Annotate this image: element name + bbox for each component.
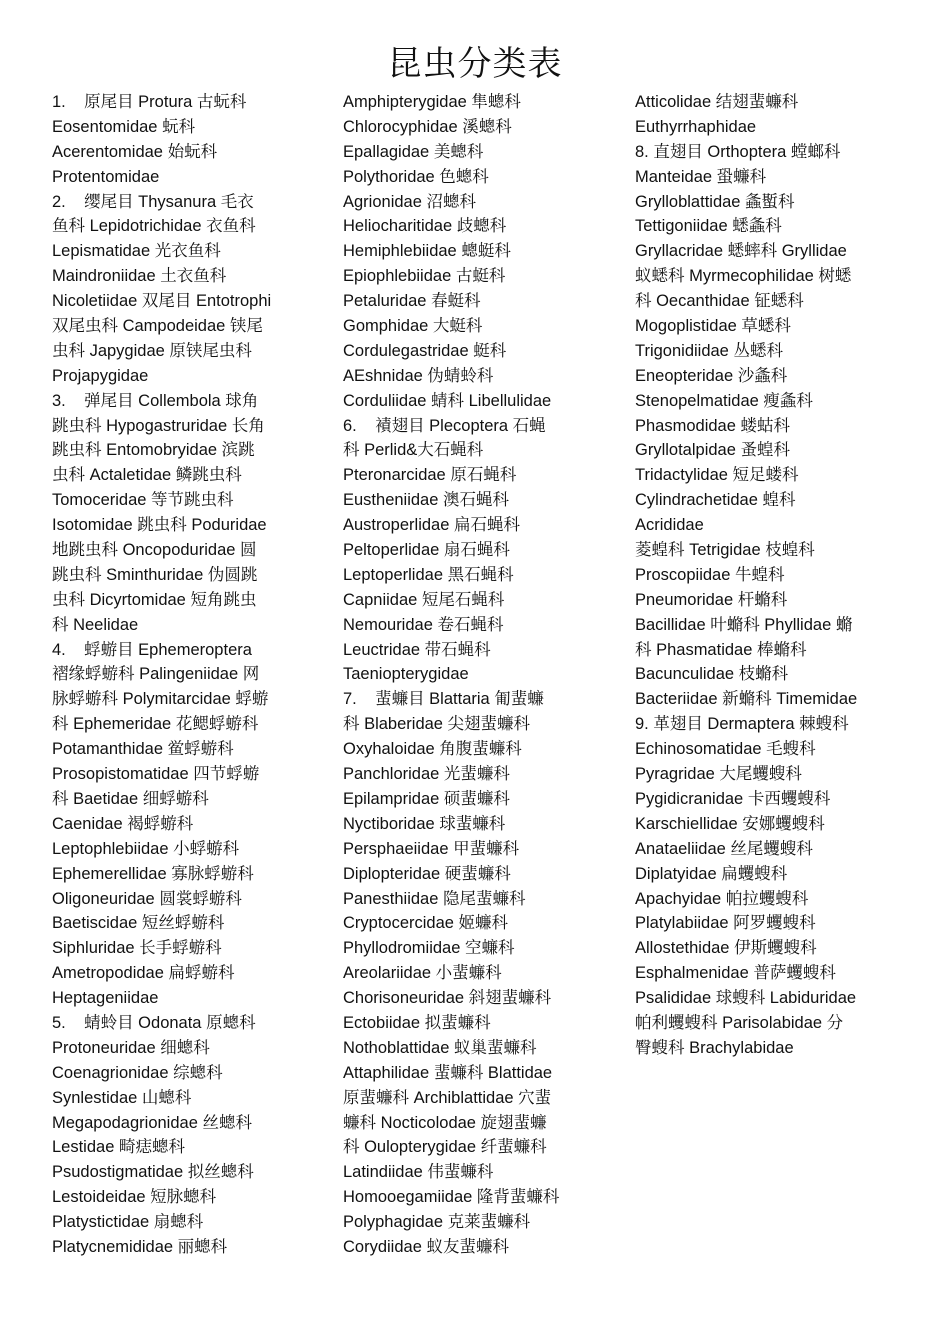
- text-line: Phyllodromiidae 空蠊科: [343, 939, 515, 958]
- text-line: Protoneuridae 细蟌科: [52, 1038, 210, 1057]
- text-line: Epallagidae 美蟌科: [343, 142, 484, 161]
- text-line: Pteronarcidae 原石蝇科: [343, 466, 517, 485]
- text-line: Eustheniidae 澳石蝇科: [343, 491, 509, 510]
- text-line: Acerentomidae 始蚖科: [52, 142, 218, 161]
- text-line: Projapygidae: [52, 366, 149, 385]
- text-line: Bacunculidae 枝䗛科: [635, 665, 789, 684]
- text-line: Persphaeiidae 甲蜚蠊科: [343, 839, 520, 858]
- text-line: Polythoridae 色蟌科: [343, 167, 489, 186]
- text-line: Heptageniidae: [52, 989, 159, 1008]
- text-line: 科 Perlid&大石蝇科: [343, 441, 484, 460]
- text-line: 6. 襀翅目 Plecoptera 石蝇: [343, 416, 546, 435]
- text-line: Gryllacridae 蟋蟀科 Gryllidae: [635, 242, 847, 261]
- text-line: Ephemerellidae 寡脉蜉蝣科: [52, 864, 254, 883]
- text-line: Hemiphlebiidae 蟌蜓科: [343, 242, 511, 261]
- page-title: 昆虫分类表: [387, 44, 563, 84]
- text-line: 8. 直翅目 Orthoptera 螳螂科: [635, 142, 841, 161]
- text-line: 科 Phasmatidae 棒䗛科: [635, 640, 807, 659]
- text-line: Cylindrachetidae 蝗科: [635, 491, 796, 510]
- text-line: 科 Ephemeridae 花鳃蜉蝣科: [52, 715, 259, 734]
- text-line: Peltoperlidae 扇石蝇科: [343, 541, 510, 560]
- text-line: Stenopelmatidae 瘦螽科: [635, 391, 813, 410]
- text-line: Polyphagidae 克莱蜚蠊科: [343, 1213, 531, 1232]
- text-line: Atticolidae 结翅蜚蠊科: [635, 93, 799, 111]
- text-line: 蚁蟋科 Myrmecophilidae 树蟋: [635, 267, 852, 286]
- text-line: 菱蝗科 Tetrigidae 枝蝗科: [635, 541, 815, 560]
- text-line: Leuctridae 带石蝇科: [343, 640, 491, 659]
- text-line: 4. 蜉蝣目 Ephemeroptera: [52, 640, 252, 659]
- text-line: Prosopistomatidae 四节蜉蝣: [52, 765, 260, 784]
- text-line: Diplatyidae 扁蠼螋科: [635, 864, 788, 883]
- text-line: 地跳虫科 Oncopoduridae 圆: [52, 541, 257, 560]
- text-line: Megapodagrionidae 丝蟌科: [52, 1113, 252, 1132]
- text-line: Nicoletiidae 双尾目 Entotrophi: [52, 292, 272, 311]
- text-line: Gomphidae 大蜓科: [343, 317, 483, 336]
- column-3: [635, 90, 915, 1061]
- text-line: Platylabiidae 阿罗蠼螋科: [635, 914, 816, 933]
- text-line: 9. 革翅目 Dermaptera 棘螋科: [635, 715, 849, 734]
- text-line: Tettigoniidae 蟋螽科: [635, 217, 782, 236]
- text-line: Bacillidae 叶䗛科 Phyllidae 䗛: [635, 615, 853, 634]
- text-line: 2. 缨尾目 Thysanura 毛衣: [52, 192, 254, 211]
- text-line: Isotomidae 跳虫科 Poduridae: [52, 516, 267, 535]
- column-2: [343, 90, 623, 1260]
- text-line: Corydiidae 蚁友蜚蠊科: [343, 1237, 509, 1256]
- text-line: Platystictidae 扇蟌科: [52, 1213, 204, 1232]
- text-line: 1. 原尾目 Protura 古蚖科: [52, 93, 247, 111]
- text-line: Trigonidiidae 丛蟋科: [635, 341, 783, 360]
- text-line: 科 Oecanthidae 钲蟋科: [635, 292, 804, 311]
- text-line: 臀螋科 Brachylabidae: [635, 1038, 794, 1057]
- text-line: Cordulegastridae 蜓科: [343, 341, 507, 360]
- text-line: Cryptocercidae 姬蠊科: [343, 914, 509, 933]
- text-line: Amphipterygidae 隼蟌科: [343, 93, 521, 111]
- text-line: Bacteriidae 新䗛科 Timemidae: [635, 690, 858, 709]
- text-line: Grylloblattidae 螽蟴科: [635, 192, 795, 211]
- text-line: Lestidae 畸痣蟌科: [52, 1138, 185, 1157]
- text-line: 虫科 Actaletidae 鳞跳虫科: [52, 466, 242, 485]
- text-line: 褶缘蜉蝣科 Palingeniidae 网: [52, 665, 260, 684]
- text-line: Oligoneuridae 圆裳蜉蝣科: [52, 889, 242, 908]
- text-line: Pyragridae 大尾蠼螋科: [635, 765, 802, 784]
- text-line: Lepismatidae 光衣鱼科: [52, 242, 221, 261]
- text-line: 5. 蜻蛉目 Odonata 原蟌科: [52, 1013, 256, 1032]
- text-line: Mogoplistidae 草蟋科: [635, 317, 791, 336]
- text-line: Baetiscidae 短丝蜉蝣科: [52, 914, 225, 933]
- text-line: Ectobiidae 拟蜚蠊科: [343, 1013, 491, 1032]
- text-line: 科 Oulopterygidae 纤蜚蠊科: [343, 1138, 547, 1157]
- text-line: Attaphilidae 蜚蠊科 Blattidae: [343, 1063, 553, 1082]
- text-line: Petaluridae 春蜓科: [343, 292, 481, 311]
- text-line: Oxyhaloidae 角腹蜚蠊科: [343, 740, 522, 759]
- text-line: Ametropodidae 扁蜉蝣科: [52, 964, 235, 983]
- text-line: 鱼科 Lepidotrichidae 衣鱼科: [52, 217, 256, 236]
- text-line: Agrionidae 沼蟌科: [343, 192, 476, 211]
- text-line: 科 Baetidae 细蜉蝣科: [52, 789, 209, 808]
- text-line: Eosentomidae 蚖科: [52, 117, 196, 136]
- text-line: Panesthiidae 隐尾蜚蠊科: [343, 889, 526, 908]
- text-line: 双尾虫科 Campodeidae 铗尾: [52, 317, 263, 336]
- text-line: Eneopteridae 沙螽科: [635, 366, 788, 385]
- text-line: 7. 蜚蠊目 Blattaria 匍蜚蠊: [343, 690, 544, 709]
- text-line: Heliocharitidae 歧蟌科: [343, 217, 507, 236]
- text-line: Austroperlidae 扁石蝇科: [343, 516, 520, 535]
- text-line: Anataeliidae 丝尾蠼螋科: [635, 839, 813, 858]
- text-line: Gryllotalpidae 蚤蝗科: [635, 441, 790, 460]
- text-line: 跳虫科 Sminthuridae 伪圆跳: [52, 565, 258, 584]
- text-line: Pneumoridae 杆䗛科: [635, 590, 788, 609]
- text-line: AEshnidae 伪蜻蛉科: [343, 366, 494, 385]
- text-line: Karschiellidae 安娜蠼螋科: [635, 814, 825, 833]
- text-line: Echinosomatidae 毛螋科: [635, 740, 816, 759]
- text-line: Epiophlebiidae 古蜓科: [343, 267, 506, 286]
- text-line: Chorisoneuridae 斜翅蜚蠊科: [343, 989, 552, 1008]
- text-line: Caenidae 褐蜉蝣科: [52, 814, 194, 833]
- text-line: 科 Neelidae: [52, 615, 139, 634]
- text-line: 虫科 Japygidae 原铗尾虫科: [52, 341, 252, 360]
- text-line: Euthyrrhaphidae: [635, 117, 757, 136]
- text-line: Potamanthidae 鲎蜉蝣科: [52, 740, 234, 759]
- text-line: 蠊科 Nocticolodae 旋翅蜚蠊: [343, 1113, 547, 1132]
- text-line: 脉蜉蝣科 Polymitarcidae 蜉蝣: [52, 690, 269, 709]
- text-line: Acrididae: [635, 516, 704, 535]
- text-line: Psalididae 球螋科 Labiduridae: [635, 989, 857, 1008]
- text-line: Homooegamiidae 隆背蜚蠊科: [343, 1188, 560, 1207]
- text-line: Protentomidae: [52, 167, 160, 186]
- text-line: Taeniopterygidae: [343, 665, 469, 684]
- text-line: Phasmodidae 蝼蛄科: [635, 416, 790, 435]
- text-line: 3. 弹尾目 Collembola 球角: [52, 391, 259, 410]
- text-line: Nothoblattidae 蚁巢蜚蠊科: [343, 1038, 537, 1057]
- text-line: Tridactylidae 短足蝼科: [635, 466, 799, 485]
- text-line: 跳虫科 Hypogastruridae 长角: [52, 416, 265, 435]
- text-line: Latindiidae 伟蜚蠊科: [343, 1163, 494, 1182]
- text-line: Maindroniidae 土衣鱼科: [52, 267, 227, 286]
- text-line: Allostethidae 伊斯蠼螋科: [635, 939, 817, 958]
- text-line: Coenagrionidae 综蟌科: [52, 1063, 223, 1082]
- text-line: Psudostigmatidae 拟丝蟌科: [52, 1163, 254, 1182]
- text-line: Platycnemididae 丽蟌科: [52, 1237, 228, 1256]
- text-line: Leptophlebiidae 小蜉蝣科: [52, 839, 240, 858]
- text-line: 科 Blaberidae 尖翅蜚蠊科: [343, 715, 531, 734]
- text-line: Pygidicranidae 卡西蠼螋科: [635, 789, 831, 808]
- text-line: 虫科 Dicyrtomidae 短角跳虫: [52, 590, 257, 609]
- text-line: Diplopteridae 硬蜚蠊科: [343, 864, 511, 883]
- text-line: Chlorocyphidae 溪蟌科: [343, 117, 512, 136]
- text-line: Panchloridae 光蜚蠊科: [343, 765, 510, 784]
- text-line: Epilampridae 硕蜚蠊科: [343, 789, 510, 808]
- text-line: 帕利蠼螋科 Parisolabidae 分: [635, 1013, 844, 1032]
- text-line: Leptoperlidae 黑石蝇科: [343, 565, 514, 584]
- text-line: Proscopiidae 牛蝗科: [635, 565, 785, 584]
- text-line: Corduliidae 蜻科 Libellulidae: [343, 391, 552, 410]
- text-line: Synlestidae 山蟌科: [52, 1088, 192, 1107]
- text-line: Manteidae 蛩蠊科: [635, 167, 767, 186]
- text-line: 跳虫科 Entomobryidae 滨跳: [52, 441, 255, 460]
- text-line: Siphluridae 长手蜉蝣科: [52, 939, 222, 958]
- text-line: Nemouridae 卷石蝇科: [343, 615, 504, 634]
- text-line: Esphalmenidae 普萨蠼螋科: [635, 964, 836, 983]
- text-line: Areolariidae 小蜚蠊科: [343, 964, 502, 983]
- text-line: Apachyidae 帕拉蠼螋科: [635, 889, 809, 908]
- text-line: Nyctiboridae 球蜚蠊科: [343, 814, 506, 833]
- column-1: [52, 90, 332, 1260]
- text-line: Lestoideidae 短脉蟌科: [52, 1188, 217, 1207]
- text-line: Capniidae 短尾石蝇科: [343, 590, 505, 609]
- text-line: 原蜚蠊科 Archiblattidae 穴蜚: [343, 1088, 552, 1107]
- text-line: Tomoceridae 等节跳虫科: [52, 491, 234, 510]
